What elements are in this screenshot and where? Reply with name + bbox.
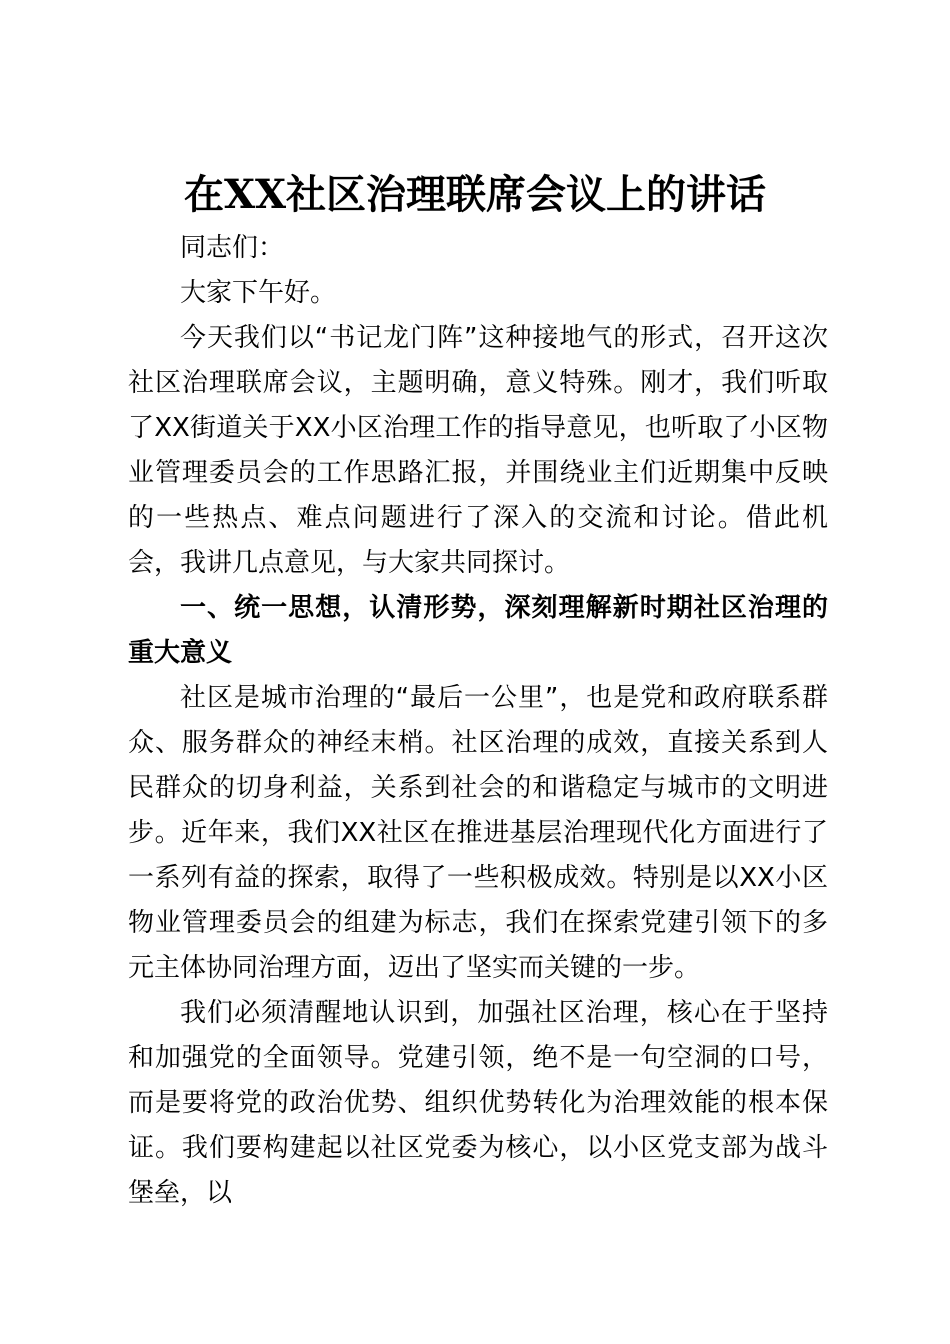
- greeting: 大家下午好。: [180, 278, 337, 308]
- body-paragraph: 社区是城市治理的“最后一公里”，也是党和政府联系群众、服务群众的神经末梢。社区治理的成效，直接关系到人民群众的切身利益，关系到社会的和谐稳定与城市的文明进步。近年来，我们XX社区在推进基层治理现代化方面进行了一系列有益的探索，取得了一些积极成效。特别是以XX小区物业管理委员会的组建为标志，我们在探索党建引领下的多元主体协同治理方面，迈出了坚实而关键的一步。: [128, 683, 828, 983]
- salutation: 同志们：: [180, 233, 285, 263]
- body-paragraph: 我们必须清醒地认识到，加强社区治理，核心在于坚持和加强党的全面领导。党建引领，绝不是一句空洞的口号，而是要将党的政治优势、组织优势转化为治理效能的根本保证。我们要构建起以社区党委为核心，以小区党支部为战斗堡垒，以: [128, 998, 828, 1208]
- document-body: [128, 226, 828, 1216]
- document-title: 在XX社区治理联席会议上的讲话: [183, 171, 767, 218]
- section-heading: 一、统一思想，认清形势，深刻理解新时期社区治理的重大意义: [128, 593, 828, 668]
- body-paragraph: 今天我们以“书记龙门阵”这种接地气的形式，召开这次社区治理联席会议，主题明确，意义特殊。刚才，我们听取了XX街道关于XX小区治理工作的指导意见，也听取了小区物业管理委员会的工作思路汇报，并围绕业主们近期集中反映的一些热点、难点问题进行了深入的交流和讨论。借此机会，我讲几点意见，与大家共同探讨。: [128, 323, 828, 578]
